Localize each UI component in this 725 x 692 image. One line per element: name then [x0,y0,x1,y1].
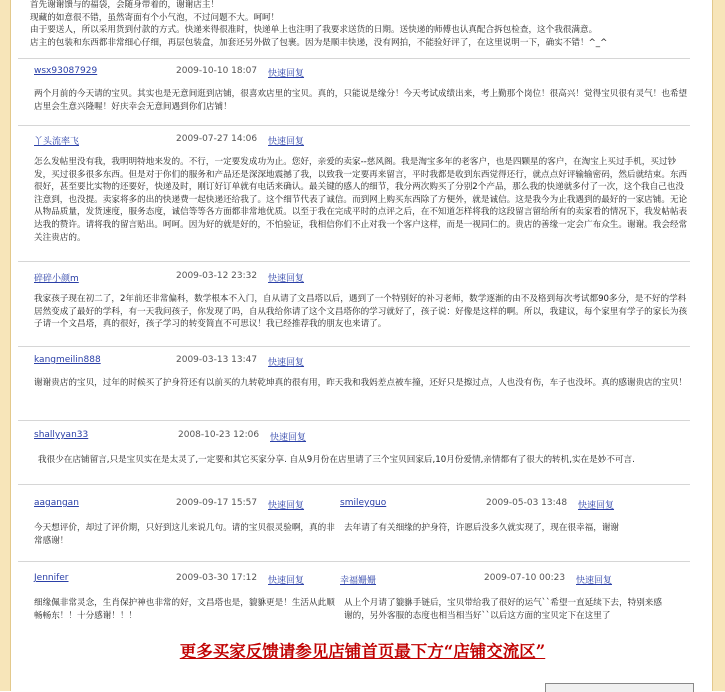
top-line-2: 现藏的如意很不错，虽然寄面有个小气泡，不过问题不大。呵呵！ [30,12,280,23]
divider [18,420,690,421]
more-feedback-banner[interactable] [0,638,725,662]
quick-reply-link[interactable]: 快速回复 [268,501,305,511]
review-date: 2009-05-03 13:48 [486,498,568,508]
review-text: 我家孩子现在初二了，2年前还非常偏科，数学根本不入门，自从请了文昌塔以后，遇到了一个特别好的补习老师，数学逐渐的由不及格到每次考试都90多分，是不好的学科居然变成了最好的学科，有一天我问孩子，你发现了吗，自从我给你请了这个文昌塔你的学习就好了，孩子说：好像是这样的啊。所以，我建议，每个家里有学子的家长为孩子请一个文昌塔，真的很好，孩子学习的转变简直不可思议！我已经推荐我的朋友也来请了。 [34,294,688,330]
review-item [18,134,690,244]
review-text: 从上个月请了貔貅手链后，宝贝带给我了很好的运气``希望一直延续下去，特别来感谢的，另外客服的态度也相当相当好``以后这方面的宝贝定下在这里了 [344,598,662,621]
divider [18,261,690,262]
reviewer-name-link[interactable]: aagangan [34,498,79,508]
more-feedback-text[interactable]: 更多买家反馈请参见店铺首页最下方“店铺交流区” [179,642,546,661]
review-text: 我很少在店铺留言,只是宝贝实在是太灵了,一定要和其它买家分享. 自从9月份在店里请了三个宝贝回家后,10月份爱情,亲情都有了很大的转机,实在是妙不可言. [38,455,635,465]
reviewer-name-link[interactable]: kangmeilin888 [34,355,101,365]
reviewer-name-link[interactable]: shallyyan33 [34,430,89,440]
quick-reply-link[interactable]: 快速回复 [268,274,305,284]
left-decor-border [0,0,11,691]
review-date: 2009-07-27 14:06 [176,134,258,144]
divider [18,125,690,126]
review-item [18,66,690,113]
reviewer-name-link[interactable]: 碎碎小颜m [34,274,79,284]
review-date: 2009-07-10 00:23 [484,573,566,583]
review-text: 今天想评价，却过了评价期，只好到这儿来说几句。请的宝贝很灵验啊，真的非常感谢！ [34,523,335,546]
reviewer-name-link[interactable]: 幸福姗姗 [340,576,377,586]
review-date: 2009-03-13 13:47 [176,355,258,365]
review-text: 去年请了有关细缘的护身符，许愿后没多久就实现了，现在很幸福，谢谢 [344,523,620,533]
top-line-1: 首先谢谢馈与的福袋，会随身带着的，谢谢店主！ [30,0,220,10]
review-text: 细缘佩非常灵念，生肖保护神也非常的好，文昌塔也是，貔貅更是！生活从此顺畅畅东！！十分感谢！！！ [34,598,335,621]
review-date: 2009-09-17 15:57 [176,498,258,508]
review-date: 2009-10-10 18:07 [176,66,258,76]
review-text: 谢谢贵店的宝贝，过年的时候买了护身符还有以前买的九转乾坤真的很有用，昨天我和我妈差点被车撞，还好只是擦过点，人也没有伤，车子也没坏。真的感谢贵店的宝贝！ [34,378,688,388]
right-decor-border [712,0,725,691]
quick-reply-link[interactable]: 快速回复 [268,137,305,147]
quick-reply-link[interactable]: 快速回复 [270,433,307,443]
divider [18,346,690,347]
quick-reply-link[interactable]: 快速回复 [576,576,613,586]
review-item [18,271,690,331]
top-line-4: 店主的包装和东西都非常细心仔细，再层包装盒，加套还另外做了包裹。因为是顺丰快递，没有网拍，不能验好评了，在这里说明一下，确实不错！^_^ [30,37,608,48]
review-item [324,498,669,535]
review-date: 2009-03-30 17:12 [176,573,258,583]
top-review-text [30,0,680,49]
review-item [18,430,690,467]
review-item [18,355,690,390]
quick-reply-link[interactable]: 快速回复 [268,358,305,368]
divider [18,484,690,485]
reviewer-name-link[interactable]: wsx93087929 [34,66,98,76]
review-date: 2008-10-23 12:06 [178,430,260,440]
divider [18,58,690,59]
reviewer-name-link[interactable]: 丫头流率飞 [34,137,80,147]
quick-reply-link[interactable]: 快速回复 [268,576,305,586]
reviewer-name-link[interactable]: Jennifer [34,573,69,583]
review-text: 两个月前的今天请的宝贝。其实也是无意间逛到店铺，很喜欢店里的宝贝。真的，只能说是缘分！今天考试成绩出来，考上勤那个岗位！很高兴！觉得宝贝很有灵气！也希望店里会生意兴隆喔！好庆幸会无意间遇到你们店铺！ [34,89,688,112]
review-item [18,498,336,547]
review-item [18,573,336,622]
review-text: 怎么发帖里没有我，我明明特地来发的。不行，一定要发成功为止。您好，亲爱的卖家--慈风阁。我是淘宝多年的老客户，也是四颗星的客户，在淘宝上买过手机，买过钞发，买过很多很多东西。但是对于你们的服务和产品还是深深地震撼了我，以致我一定要再来留言，平时我都是收到东西觉得还行，就点点好评输输密码，然后就结束。东西很好，甚至要比实物的还要好，快递及时，刚订好订单就有电话来确认。最关键的感人的细节，我分两次购买了分别2个产品，那么我的快递就多付了一次，这个我自己也没注意到，也没提。卖家将多的出的快递费一起快递还给我了。这个细节代表了诚信。而到网上购买东西除了方便外，就是诚信。这是我今为止我遇到的最好的一家店铺。无论从物品质量，发货速度，服务态度，诚信等等各方面都非常地优质。以至于我在完成平时的点评之后，在不知道怎样将我的这段留言留给所有的卖家看的情况下，我发帖帖表达我的赞许。请将我的留言贴出。呵呵。因为好的就是好的，不怕验证，我相信你们不止对我一个客户这样，而是一视同仁的。贵店的善缘一定会广布众生。谢谢。我会经常关注贵店的。 [34,157,688,243]
review-item [324,573,669,622]
divider [18,561,690,562]
quick-reply-link[interactable]: 快速回复 [268,69,305,79]
quick-reply-link[interactable]: 快速回复 [578,501,615,511]
top-line-3: 由于要送人，所以采用货到付款的方式。快递来得很准时，快递单上也注明了我要求送货的日期。送快递的师傅也认真配合拆包检查，这个我很满意。 [30,25,598,36]
review-date: 2009-03-12 23:32 [176,271,258,281]
reviewer-name-link[interactable]: smileyguo [340,498,387,508]
